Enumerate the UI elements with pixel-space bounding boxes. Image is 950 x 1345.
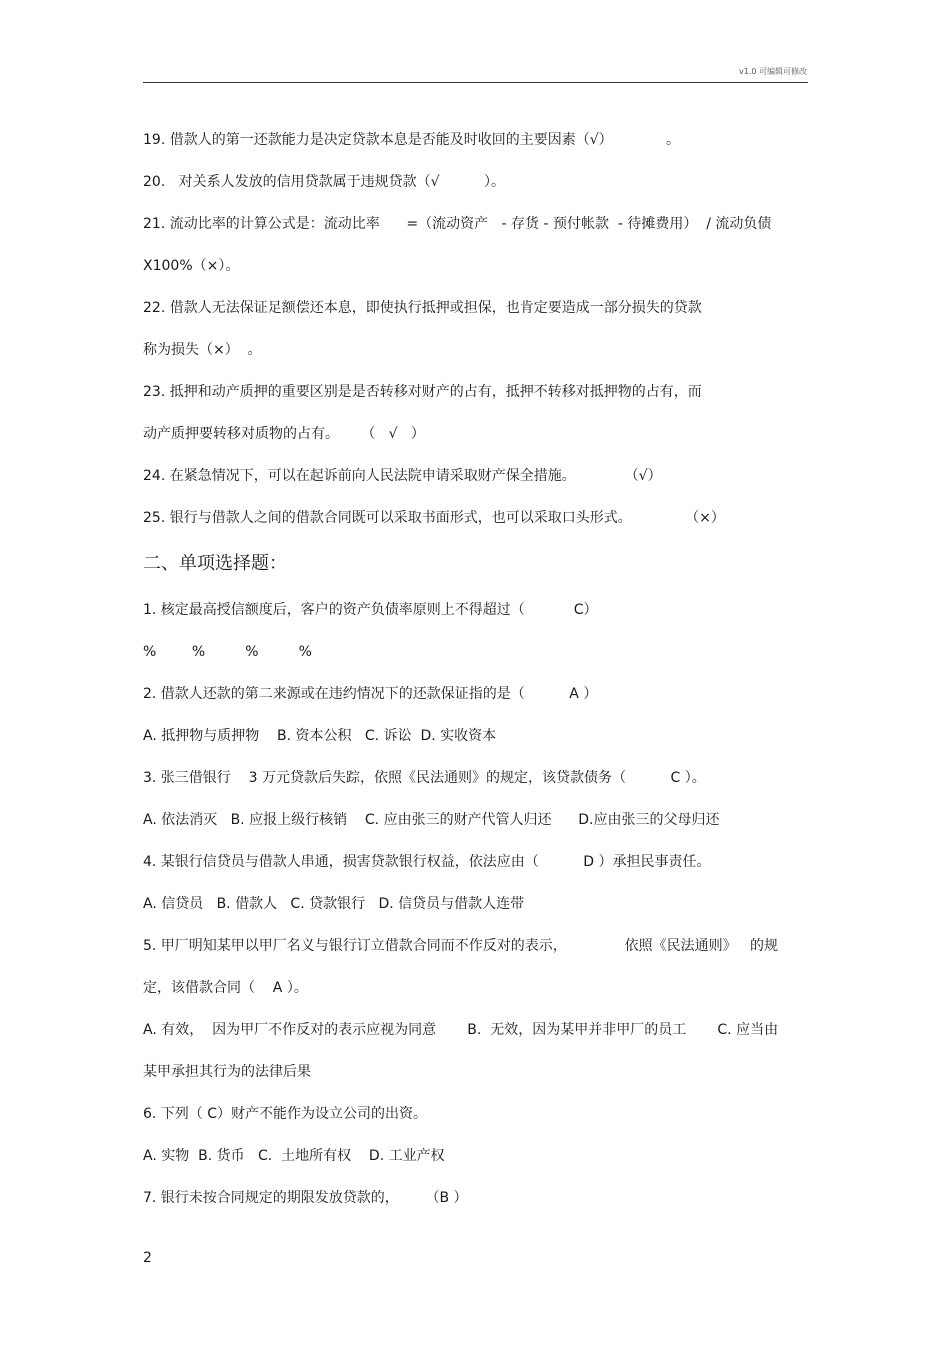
question-1-options: % % % %: [143, 644, 312, 660]
version-label: v1.0 可编辑可修改: [739, 67, 807, 76]
text-line-20: 20. 对关系人发放的信用贷款属于违规贷款（√ ）。: [143, 174, 506, 190]
text-line-23: 23. 抵押和动产质押的重要区别是是否转移对财产的占有，抵押不转移对抵押物的占有，而: [143, 384, 702, 400]
question-3: 3. 张三借银行 3 万元贷款后失踪，依照《民法通则》的规定，该贷款债务（ C ）。: [143, 770, 706, 786]
question-5-cont: 定，该借款合同（ A ）。: [143, 980, 308, 996]
question-1: 1. 核定最高授信额度后，客户的资产负债率原则上不得超过（ C）: [143, 602, 598, 618]
question-7: 7. 银行未按合同规定的期限发放贷款的， （B ）: [143, 1190, 468, 1206]
document-body: [143, 119, 808, 1219]
header-rule: [143, 82, 808, 83]
question-4: 4. 某银行信贷员与借款人串通，损害贷款银行权益，依法应由（ D ）承担民事责任。: [143, 854, 711, 870]
text-line-21: 21. 流动比率的计算公式是：流动比率 =（流动资产 - 存货 - 预付帐款 - 待摊费用） / 流动负债: [143, 216, 772, 232]
text-line-22: 22. 借款人无法保证足额偿还本息，即使执行抵押或担保，也肯定要造成一部分损失的贷款: [143, 300, 702, 316]
question-4-options: A. 信贷员 B. 借款人 C. 贷款银行 D. 信贷员与借款人连带: [143, 896, 525, 912]
question-3-options: A. 依法消灭 B. 应报上级行核销 C. 应由张三的财产代管人归还 D.应由张三的父母归还: [143, 812, 720, 828]
text-line-19: 19. 借款人的第一还款能力是决定贷款本息是否能及时收回的主要因素（√） 。: [143, 132, 681, 148]
question-6-options: A. 实物 B. 货币 C. 土地所有权 D. 工业产权: [143, 1148, 445, 1164]
page-number: 2: [143, 1250, 152, 1266]
text-line-25: 25. 银行与借款人之间的借款合同既可以采取书面形式，也可以采取口头形式。 （×）: [143, 510, 725, 526]
question-5-options-cont: 某甲承担其行为的法律后果: [143, 1064, 311, 1080]
question-6: 6. 下列（ C）财产不能作为设立公司的出资。: [143, 1106, 428, 1122]
section-heading: 二、单项选择题：: [143, 553, 287, 574]
text-line-24: 24. 在紧急情况下，可以在起诉前向人民法院申请采取财产保全措施。 （√）: [143, 468, 662, 484]
text-line-23-cont: 动产质押要转移对质物的占有。 （ √ ）: [143, 426, 425, 442]
text-line-22-cont: 称为损失（×） 。: [143, 342, 262, 358]
question-5: 5. 甲厂明知某甲以甲厂名义与银行订立借款合同而不作反对的表示， 依照《民法通则》 的规: [143, 938, 779, 954]
question-5-options: A. 有效， 因为甲厂不作反对的表示应视为同意 B. 无效，因为某甲并非甲厂的员工 C. 应当由: [143, 1022, 779, 1038]
question-2: 2. 借款人还款的第二来源或在违约情况下的还款保证指的是（ A ）: [143, 686, 598, 702]
question-2-options: A. 抵押物与质押物 B. 资本公积 C. 诉讼 D. 实收资本: [143, 728, 497, 744]
text-line-21-cont: X100%（×）。: [143, 258, 240, 274]
